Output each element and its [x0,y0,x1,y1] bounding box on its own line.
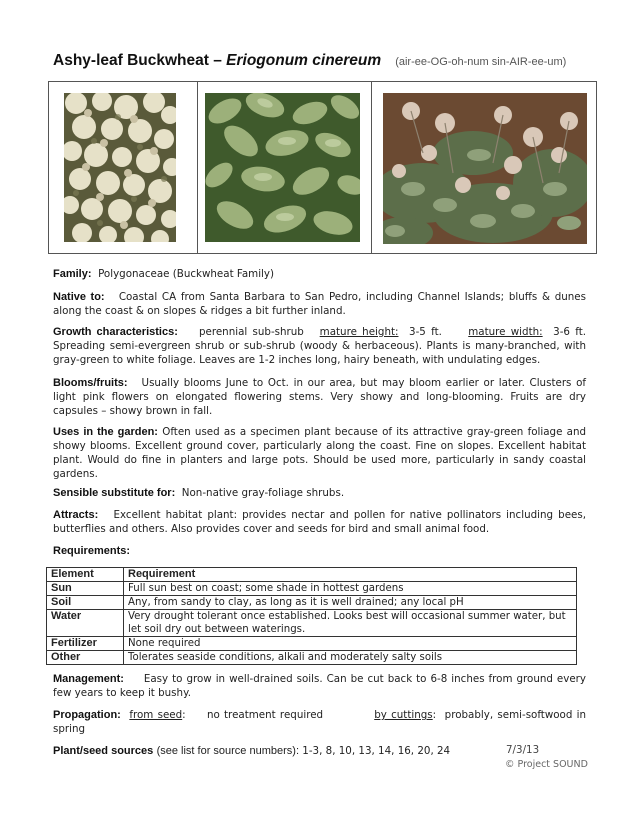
blooms-text: Usually blooms June to Oct. in our area, but may bloom earlier or later. Clusters of light pink flowers on elongated flowering stems. Very showy and long-blooming. Fruits are dry capsules – showy brown in fall. [53,377,586,417]
row-requirement: Full sun best on coast; some shade in hottest gardens [124,582,577,596]
growth-section [53,325,586,367]
pronunciation: (air-ee-OG-oh-num sin-AIR-ee-um) [395,56,567,68]
growth-intro: perennial sub-shrub [198,326,304,338]
family-section [53,267,586,281]
growth-label: Growth characteristics: [53,326,178,338]
management-text: Easy to grow in well-drained soils. Can be cut back to 6-8 inches from ground every few years to keep it bushy. [53,673,587,699]
attracts-label: Attracts: [53,509,99,521]
foliage-photo [205,93,360,242]
seed-label: from seed [129,709,183,721]
sources-section [53,744,498,758]
table-row [47,582,577,596]
row-requirement: Any, from sandy to clay, as long as it is well drained; any local pH [124,596,577,610]
table-header-row [47,568,577,582]
growth-text: Spreading semi-evergreen shrub or sub-shrub (woody & herbaceous). Plants is many-branched, with gray-green to white foliage. Leaves are 1-2 inches long, hairy beneath, with undulating edges. [53,340,586,366]
title-dash: – [208,52,227,69]
scientific-name: Eriogonum cinereum [226,52,382,69]
substitute-label: Sensible substitute for: [53,487,176,499]
sources-label: Plant/seed sources [53,745,154,757]
management-section [53,672,586,700]
requirements-table [46,567,577,665]
uses-label: Uses in the garden: [53,426,158,438]
width-value: 3-6 ft. [553,326,586,338]
row-element: Other [47,651,124,665]
requirements-heading [53,544,586,558]
seed-text: no treatment required [206,709,324,721]
native-text: Coastal CA from Santa Barbara to San Pedro, including Channel Islands; bluffs & dunes along the coast & on slopes & ridges a bit further inland. [53,291,587,317]
uses-section [53,425,586,481]
family-label: Family: [53,268,92,280]
attracts-section [53,508,586,536]
blooms-label: Blooms/fruits: [53,377,128,389]
width-label: mature width: [468,326,543,338]
blooms-section [53,376,586,418]
attracts-text: Excellent habitat plant: provides nectar and pollen for native pollinators including bees, butterflies and others. Also provides cover and seeds for bird and small animal food. [53,509,586,535]
sources-text: 1-3, 8, 10, 13, 14, 16, 20, 24 [302,745,451,757]
native-label: Native to: [53,291,105,303]
row-element: Sun [47,582,124,596]
table-row [47,637,577,651]
common-name: Ashy-leaf Buckwheat [53,52,209,69]
propagation-label: Propagation: [53,709,121,721]
copyright: © Project SOUND [505,759,588,770]
photo-divider [371,82,372,253]
height-label: mature height: [319,326,399,338]
cuttings-label: by cuttings [374,709,433,721]
page-title [53,52,566,70]
family-text: Polygonaceae (Buckwheat Family) [98,268,275,280]
uses-text: Often used as a specimen plant because of its attractive gray-green foliage and showy blooms. Excellent ground cover, particularly along the coast. Fine on slopes. Excellent habitat plant. Would do fine in planters and large pots. Should be used more, particularly in sandy coastal gardens. [53,426,587,480]
cuttings-text: probably, semi-softwood in spring [53,709,587,735]
flower-cluster-photo [64,93,176,242]
requirements-label: Requirements: [53,545,131,557]
table-row [47,610,577,637]
sources-note: (see list for source numbers): [156,745,299,757]
table-row [47,651,577,665]
shrub-photo [383,93,587,244]
native-section [53,290,586,318]
requirement-column-header: Requirement [124,568,577,582]
row-requirement: None required [124,637,577,651]
row-requirement: Tolerates seaside conditions, alkali and moderately salty soils [124,651,577,665]
revision-date: 7/3/13 [506,744,540,756]
row-element: Fertilizer [47,637,124,651]
height-value: 3-5 ft. [409,326,442,338]
photo-divider [197,82,198,253]
management-label: Management: [53,673,124,685]
propagation-section: Propagation: from seed: no treatment required by cuttings: probably, semi-softwood in spring [53,709,587,735]
table-row [47,596,577,610]
element-column-header: Element [47,568,124,582]
row-element: Water [47,610,124,637]
row-requirement: Very drought tolerant once established. Looks best will occasional summer water, but let soil dry out between waterings. [124,610,577,637]
substitute-section [53,486,586,500]
row-element: Soil [47,596,124,610]
substitute-text: Non-native gray-foliage shrubs. [181,487,345,499]
